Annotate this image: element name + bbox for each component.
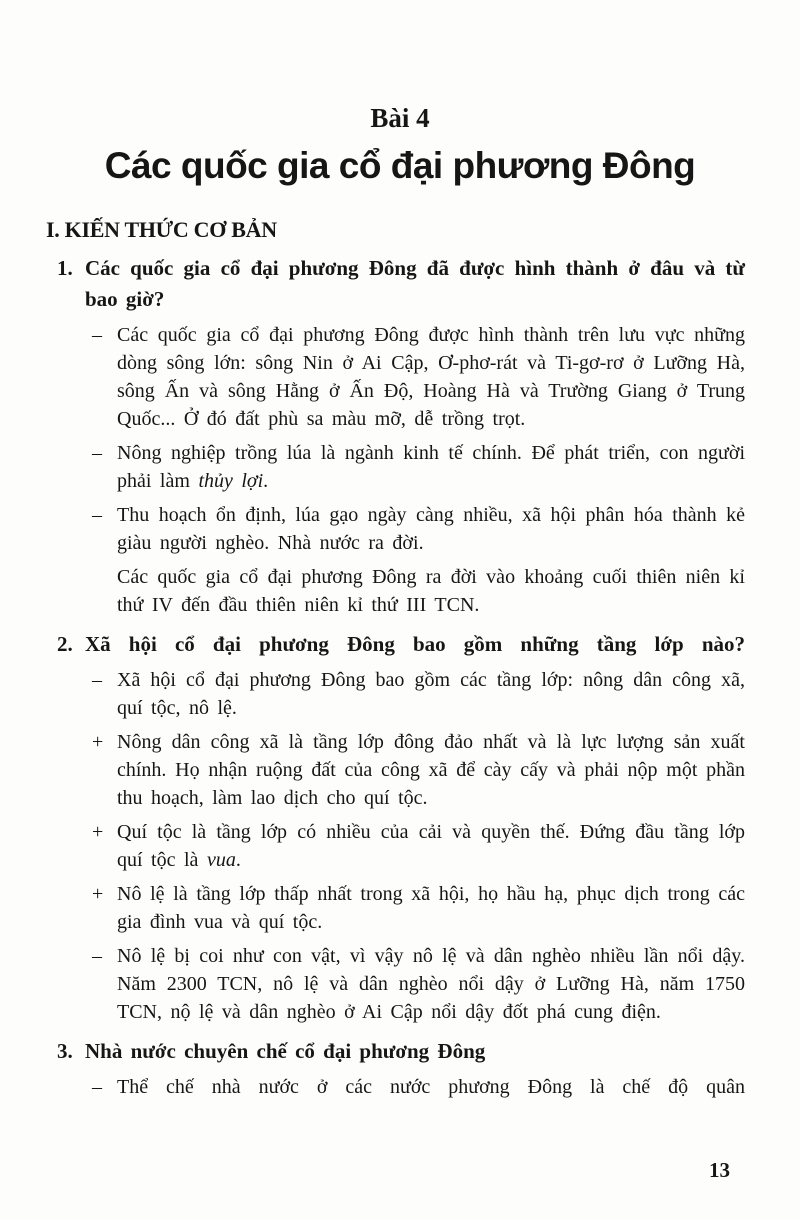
bullet-item (92, 321, 745, 433)
bullet-text: Nô lệ là tầng lớp thấp nhất trong xã hội, họ hầu hạ, phục dịch trong các gia đình vua và quí tộc. (117, 883, 745, 933)
lesson-label: Bài 4 (370, 103, 430, 133)
bullet-marker: – (92, 504, 102, 526)
bullet-text: . (263, 470, 269, 492)
question-heading (57, 1036, 745, 1067)
bullet-item (92, 439, 745, 495)
bullet-marker: + (92, 821, 104, 843)
question-heading-text: Nhà nước chuyên chế cổ đại phương Đông (85, 1039, 486, 1063)
bullet-item (92, 942, 745, 1026)
question-number: 2. (57, 632, 73, 656)
bullet-marker: + (92, 731, 104, 753)
section-heading: I. KIẾN THỨC CƠ BẢN (46, 217, 277, 242)
bullet-item (92, 728, 745, 812)
bullet-item (92, 1073, 745, 1101)
bullet-text: Các quốc gia cổ đại phương Đông ra đời vào khoảng cuối thiên niên kỉ thứ IV đến đầu thiên niên kỉ thứ III TCN. (117, 566, 745, 616)
question-2 (0, 629, 800, 1026)
bullet-marker: – (92, 1076, 102, 1098)
bullet-item (92, 666, 745, 722)
bullet-text: Thể chế nhà nước ở các nước phương Đông là chế độ quân (117, 1076, 745, 1098)
bullet-marker: – (92, 669, 102, 691)
question-number: 3. (57, 1039, 73, 1063)
bullet-text: Xã hội cổ đại phương Đông bao gồm các tầng lớp: nông dân công xã, quí tộc, nô lệ. (117, 669, 745, 719)
bullet-text: Nông nghiệp trồng lúa là ngành kinh tế chính. Để phát triển, con người phải làm (117, 442, 745, 492)
question-heading-text: Các quốc gia cổ đại phương Đông đã được hình thành ở đâu và từ bao giờ? (85, 256, 745, 311)
bullet-item (92, 880, 745, 936)
question-1 (0, 253, 800, 619)
question-heading (57, 253, 745, 315)
bullet-marker: + (92, 883, 104, 905)
bullet-text: Thu hoạch ổn định, lúa gạo ngày càng nhiều, xã hội phân hóa thành kẻ giàu người nghèo. Nhà nước ra đời. (117, 504, 745, 554)
page-number: 13 (709, 1158, 730, 1182)
bullet-marker: – (92, 442, 102, 464)
page-title: Các quốc gia cổ đại phương Đông (104, 145, 696, 186)
paragraph-continuation (117, 563, 745, 619)
question-3 (0, 1036, 800, 1101)
bullet-marker: – (92, 945, 102, 967)
bullet-item (92, 501, 745, 557)
bullet-marker: – (92, 324, 102, 346)
italic-term: vua (206, 849, 236, 871)
question-heading (57, 629, 745, 660)
bullet-text: . (235, 849, 241, 871)
question-number: 1. (57, 256, 73, 280)
question-heading-text: Xã hội cổ đại phương Đông bao gồm những tầng lớp nào? (85, 632, 745, 656)
italic-term: thủy lợi (198, 470, 264, 492)
bullet-text: Các quốc gia cổ đại phương Đông được hình thành trên lưu vực những dòng sông lớn: sông Nin ở Ai Cập, Ơ-phơ-rát và Ti-gơ-rơ ở Lưỡng Hà, sông Ấn và sông Hằng ở Ấn Độ, Hoàng Hà và Trường Giang ở Trung Quốc... Ở đó đất phù sa màu mỡ, dễ trồng trọt. (117, 324, 745, 430)
bullet-text: Nô lệ bị coi như con vật, vì vậy nô lệ và dân nghèo nhiều lần nổi dậy. Năm 2300 TCN, nô lệ và dân nghèo nổi dậy ở Lưỡng Hà, năm 1750 TCN, nộ lệ và dân nghèo ở Ai Cập nổi dậy đốt phá cung điện. (117, 945, 745, 1023)
bullet-text: Nông dân công xã là tầng lớp đông đảo nhất và là lực lượng sản xuất chính. Họ nhận ruộng đất của công xã để cày cấy và phải nộp một phần thu hoạch, làm lao dịch cho quí tộc. (117, 731, 745, 809)
bullet-text: Quí tộc là tầng lớp có nhiều của cải và quyền thế. Đứng đầu tầng lớp quí tộc là (117, 821, 745, 871)
bullet-item (92, 818, 745, 874)
